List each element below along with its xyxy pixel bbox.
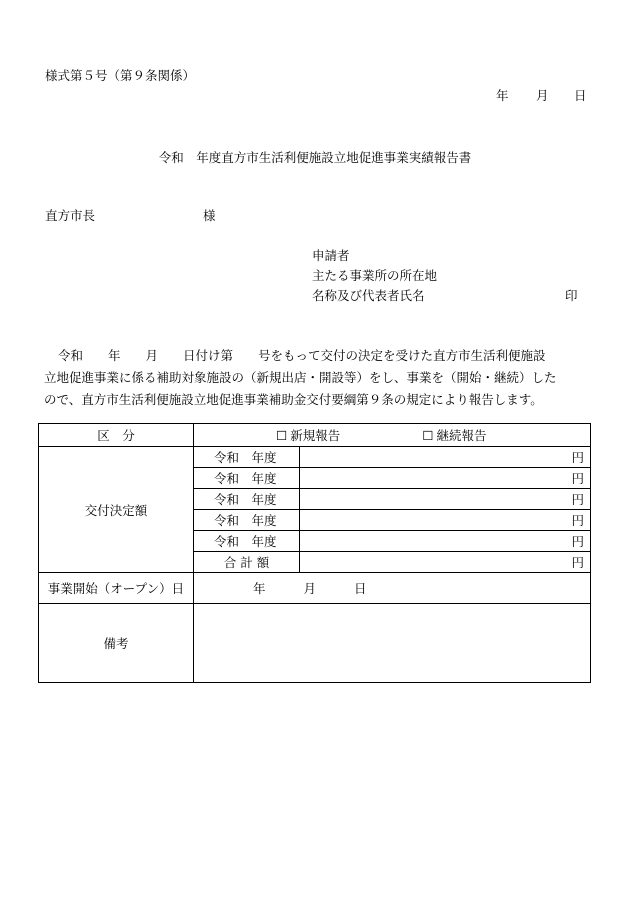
- body-line-1: 令和 年 月 日付け第 号をもって交付の決定を受けた直方市生活利便施設: [58, 348, 546, 363]
- grant-amount-2[interactable]: 円: [300, 468, 591, 489]
- start-date-field[interactable]: [194, 573, 591, 604]
- grant-amount-4[interactable]: 円: [300, 510, 591, 531]
- grant-amount-1[interactable]: 円: [300, 447, 591, 468]
- remarks-label: 備考: [39, 604, 194, 683]
- grant-year-label-5: 令和 年度: [194, 531, 300, 552]
- remarks-field[interactable]: [194, 604, 591, 683]
- remarks-row: [39, 604, 591, 683]
- grant-total-amount[interactable]: 円: [300, 552, 591, 573]
- category-row: [39, 424, 591, 447]
- category-label: 区 分: [39, 424, 194, 447]
- start-day-label: 日: [354, 581, 367, 596]
- start-date-row: [39, 573, 591, 604]
- grant-year-label-1: 令和 年度: [194, 447, 300, 468]
- applicant-address-label: 主たる事業所の所在地: [312, 268, 438, 283]
- date-day-label: 日: [574, 88, 587, 103]
- grant-year-label-2: 令和 年度: [194, 468, 300, 489]
- checkbox-new-report[interactable]: ☐: [276, 428, 288, 443]
- new-report-label: 新規報告: [290, 428, 341, 443]
- grant-year-label-4: 令和 年度: [194, 510, 300, 531]
- category-options: [194, 424, 591, 447]
- start-month-label: 月: [303, 581, 317, 596]
- seal-mark: 印: [565, 288, 578, 303]
- grant-row-1: [39, 447, 591, 468]
- addressee-name: 直方市長: [45, 208, 96, 223]
- body-line-3: ので、直方市生活利便施設立地促進事業補助金交付要綱第９条の規定により報告します。: [44, 392, 543, 407]
- applicant-name-label: 名称及び代表者氏名: [312, 288, 425, 303]
- continued-report-option[interactable]: [422, 426, 486, 444]
- start-year-label: 年: [253, 581, 266, 596]
- start-date-label: 事業開始（オープン）日: [39, 573, 194, 604]
- grant-total-label: 合 計 額: [194, 552, 300, 573]
- report-body: [44, 345, 589, 411]
- document-title: 令和 年度直方市生活利便施設立地促進事業実績報告書: [158, 150, 472, 165]
- checkbox-continued-report[interactable]: ☐: [422, 428, 434, 443]
- body-line-2: 立地促進事業に係る補助対象施設の（新規出店・開設等）をし、事業を（開始・継続）した: [44, 370, 557, 385]
- report-table: [38, 423, 591, 683]
- date-month-label: 月: [536, 88, 549, 103]
- grant-amount-label: 交付決定額: [39, 447, 194, 573]
- grant-year-label-3: 令和 年度: [194, 489, 300, 510]
- date-year-label: 年: [496, 88, 509, 103]
- new-report-option[interactable]: [276, 426, 340, 444]
- form-number: 様式第５号（第９条関係）: [45, 68, 196, 83]
- continued-report-label: 継続報告: [436, 428, 487, 443]
- addressee-honorific: 様: [203, 208, 216, 223]
- grant-amount-5[interactable]: 円: [300, 531, 591, 552]
- grant-amount-3[interactable]: 円: [300, 489, 591, 510]
- applicant-label: 申請者: [312, 248, 350, 263]
